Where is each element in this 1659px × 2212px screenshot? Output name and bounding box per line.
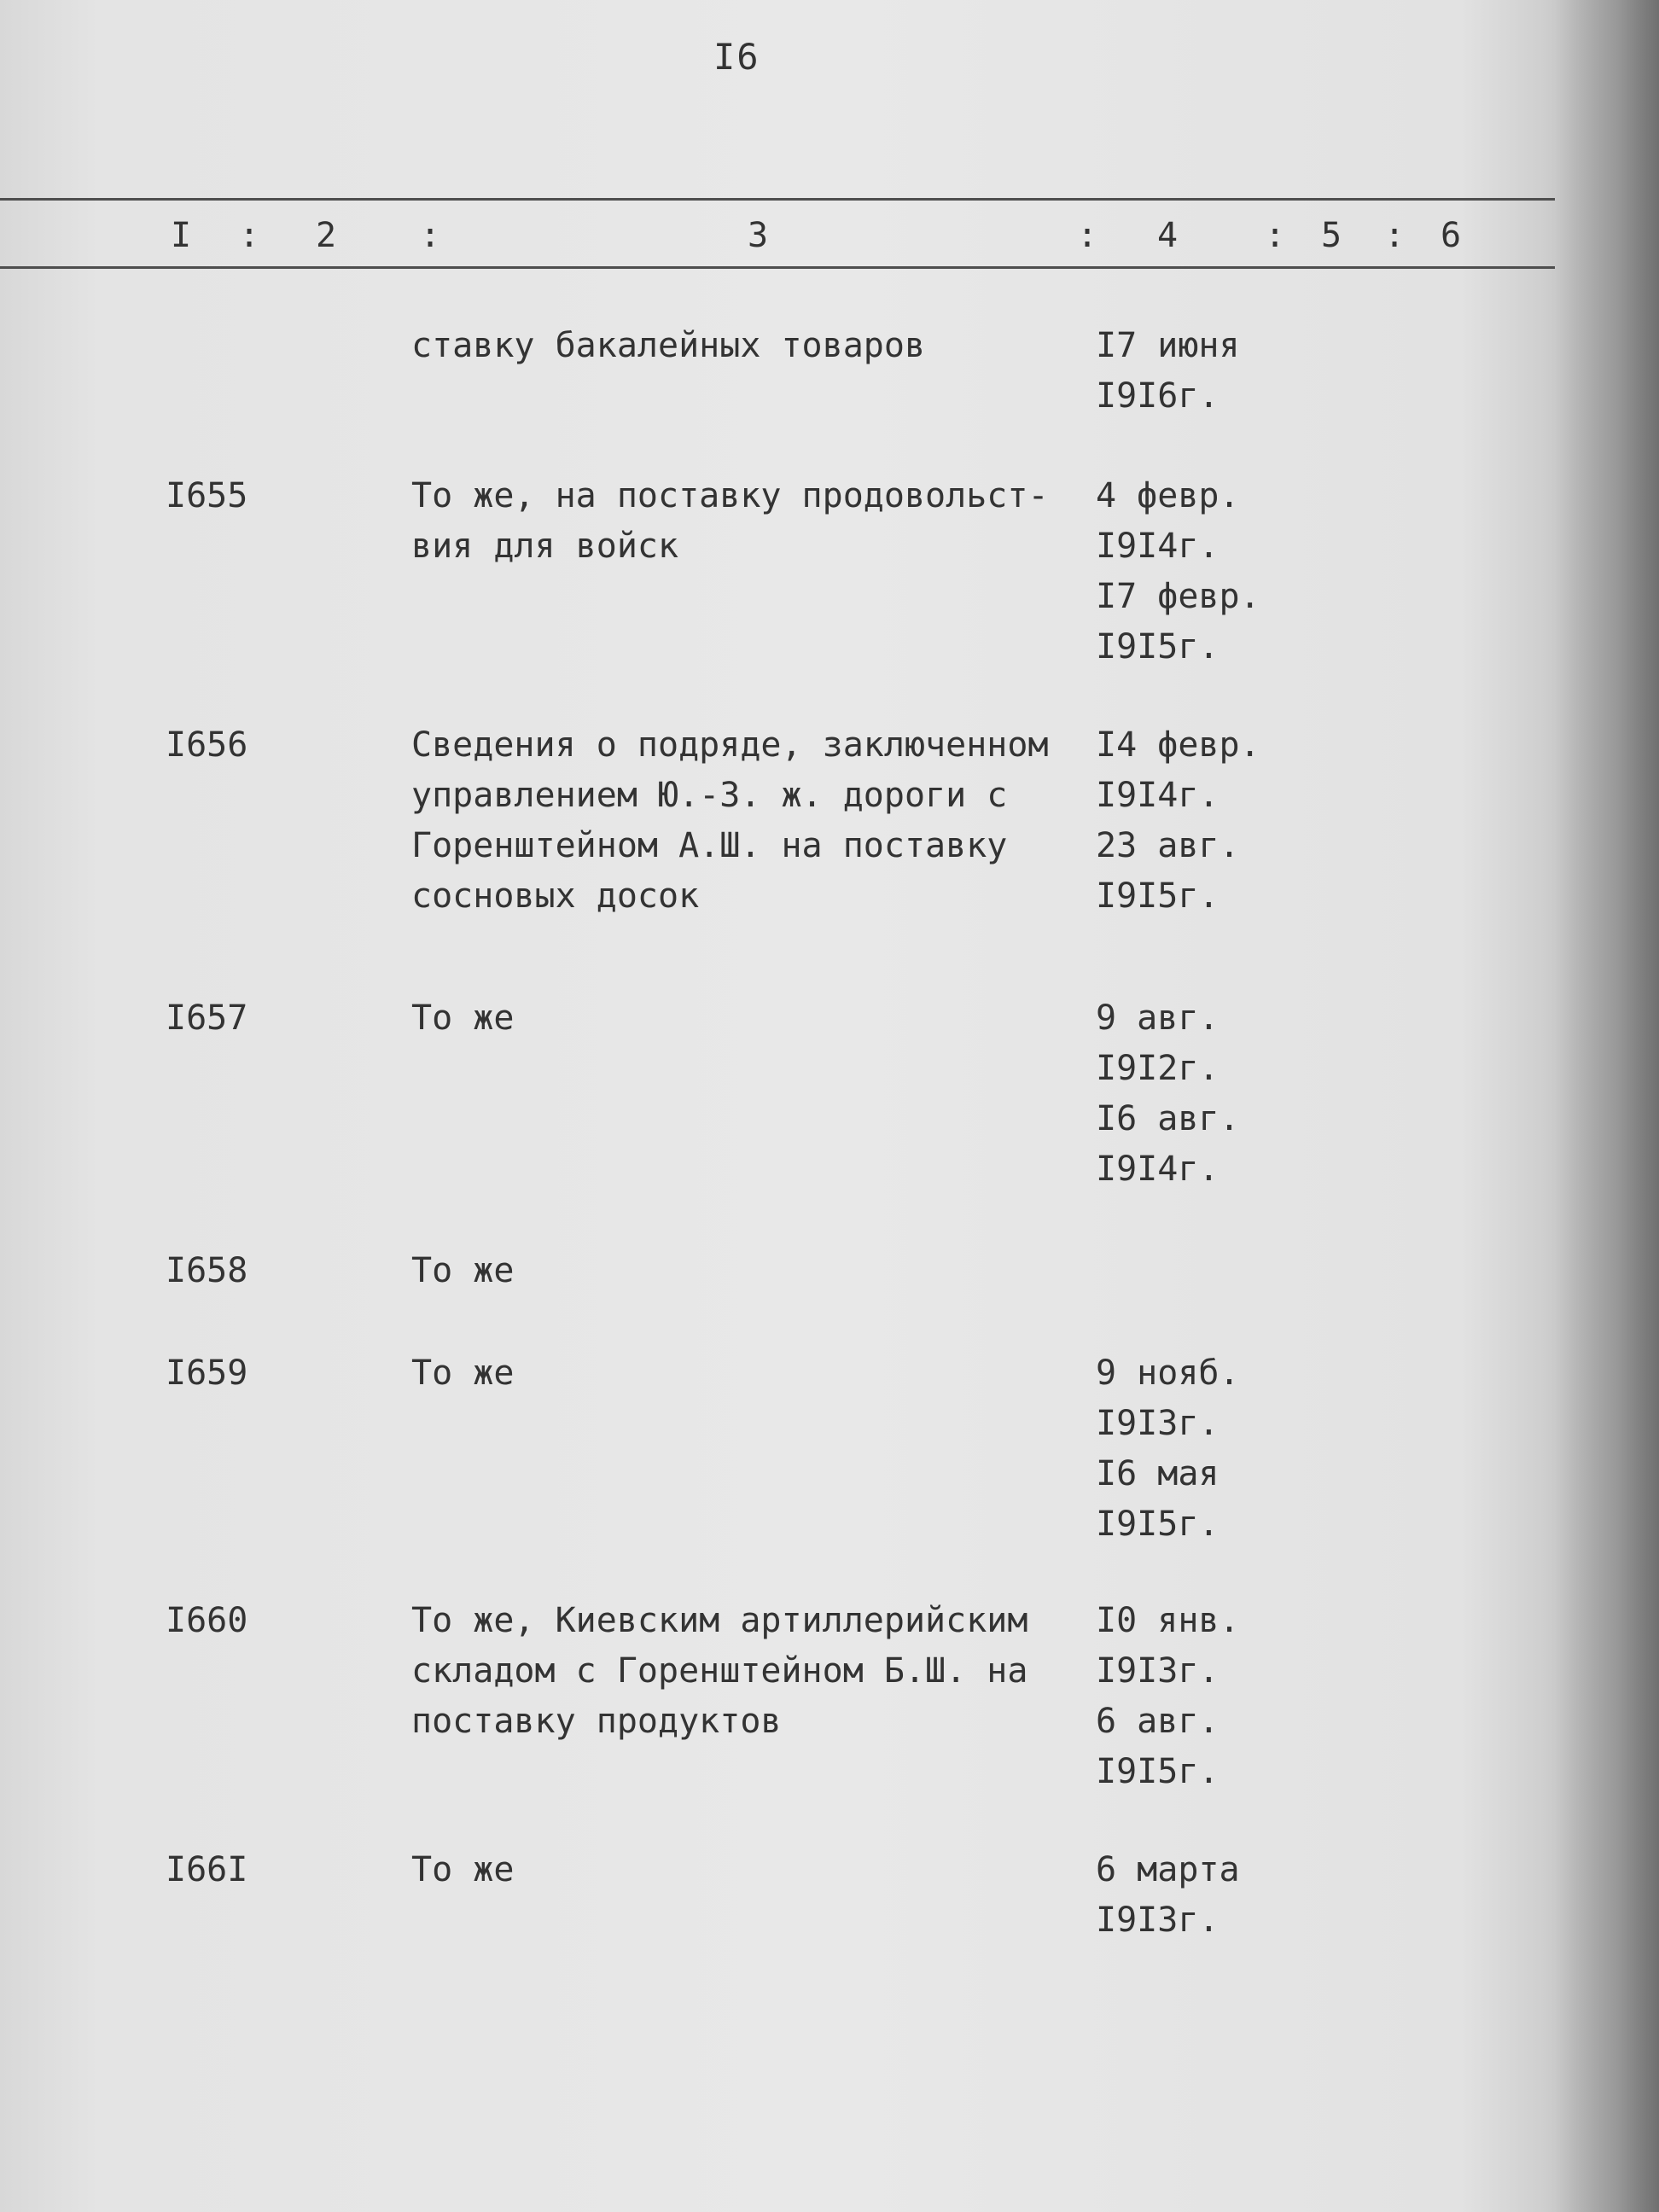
entry-date-line: I9I5г. — [1096, 1505, 1220, 1544]
entry-date-line: I9I2г. — [1096, 1049, 1220, 1088]
entry-number: I656 — [166, 725, 248, 765]
entry-dates — [1096, 471, 1284, 672]
entry-title — [411, 1845, 1094, 1895]
entry-dates — [1096, 321, 1284, 422]
entry-title — [411, 321, 1094, 371]
column-header-5: 5 — [1321, 216, 1342, 255]
entry-date-line: I9I4г. — [1096, 527, 1220, 566]
entry-title — [411, 993, 1094, 1044]
entry-title-line: управлением Ю.-З. ж. дороги с — [411, 776, 1008, 815]
entry-number: I657 — [166, 998, 248, 1038]
entry-date-line: 9 нояб. — [1096, 1353, 1240, 1393]
entry-title-line: ставку бакалейных товаров — [411, 326, 926, 365]
entry-date-line: I6 авг. — [1096, 1099, 1240, 1138]
page-number: I6 — [713, 36, 760, 78]
entry-dates — [1096, 993, 1284, 1195]
column-separator: : — [239, 216, 260, 255]
entry-number: I655 — [166, 476, 248, 515]
entry-date-line: I7 февр. — [1096, 577, 1260, 616]
entry-title — [411, 720, 1094, 922]
entry-date-line: I9I4г. — [1096, 776, 1220, 815]
entry-title — [411, 1246, 1094, 1296]
entry-date-line: I9I5г. — [1096, 1752, 1220, 1791]
entry-title-line: То же, на поставку продовольст- — [411, 476, 1049, 515]
entry-title-line: То же — [411, 998, 515, 1038]
entry-date-line: I9I3г. — [1096, 1651, 1220, 1691]
entry-title-line: То же, Киевским артиллерийским — [411, 1601, 1028, 1640]
entry-date-line: 4 февр. — [1096, 476, 1240, 515]
column-header-4: 4 — [1157, 216, 1179, 255]
entry-date-line: 6 авг. — [1096, 1702, 1220, 1741]
entry-dates — [1096, 720, 1284, 922]
entry-date-line: I4 февр. — [1096, 725, 1260, 765]
entry-date-line: I9I5г. — [1096, 627, 1220, 667]
entry-date-line: I9I3г. — [1096, 1404, 1220, 1443]
entry-title — [411, 1348, 1094, 1399]
entry-number: I659 — [166, 1353, 248, 1393]
entry-title-line: сосновых досок — [411, 876, 700, 916]
column-separator: : — [1384, 216, 1406, 255]
entry-number: I66I — [166, 1850, 248, 1889]
entry-dates — [1096, 1845, 1284, 1946]
entry-title-line: складом с Горенштейном Б.Ш. на — [411, 1651, 1028, 1691]
entry-title — [411, 1596, 1094, 1747]
entry-dates — [1096, 1348, 1284, 1550]
entry-date-line: 9 авг. — [1096, 998, 1220, 1038]
entry-number: I658 — [166, 1251, 248, 1290]
column-header-2: 2 — [316, 216, 337, 255]
entry-date-line: I9I5г. — [1096, 876, 1220, 916]
entry-title-line: Сведения о подряде, заключенном — [411, 725, 1049, 765]
column-header-3: 3 — [748, 216, 769, 255]
column-header-6: 6 — [1441, 216, 1462, 255]
column-separator: : — [420, 216, 441, 255]
entry-date-line: I9I4г. — [1096, 1150, 1220, 1189]
entry-date-line: I7 июня — [1096, 326, 1240, 365]
column-separator: : — [1265, 216, 1286, 255]
entry-date-line: 6 марта — [1096, 1850, 1240, 1889]
entry-date-line: I9I6г. — [1096, 376, 1220, 416]
entry-date-line: I9I3г. — [1096, 1901, 1220, 1940]
column-separator: : — [1077, 216, 1098, 255]
entry-title-line: поставку продуктов — [411, 1702, 782, 1741]
entry-dates — [1096, 1596, 1284, 1797]
entry-title-line: То же — [411, 1251, 515, 1290]
entry-title — [411, 471, 1094, 572]
entry-number: I660 — [166, 1601, 248, 1640]
entry-title-line: вия для войск — [411, 527, 679, 566]
entry-title-line: То же — [411, 1353, 515, 1393]
entry-title-line: Горенштейном А.Ш. на поставку — [411, 826, 1008, 865]
entry-title-line: То же — [411, 1850, 515, 1889]
entry-date-line: I6 мая — [1096, 1454, 1220, 1493]
column-header-1: I — [171, 216, 192, 255]
entry-date-line: 23 авг. — [1096, 826, 1240, 865]
entry-date-line: I0 янв. — [1096, 1601, 1240, 1640]
